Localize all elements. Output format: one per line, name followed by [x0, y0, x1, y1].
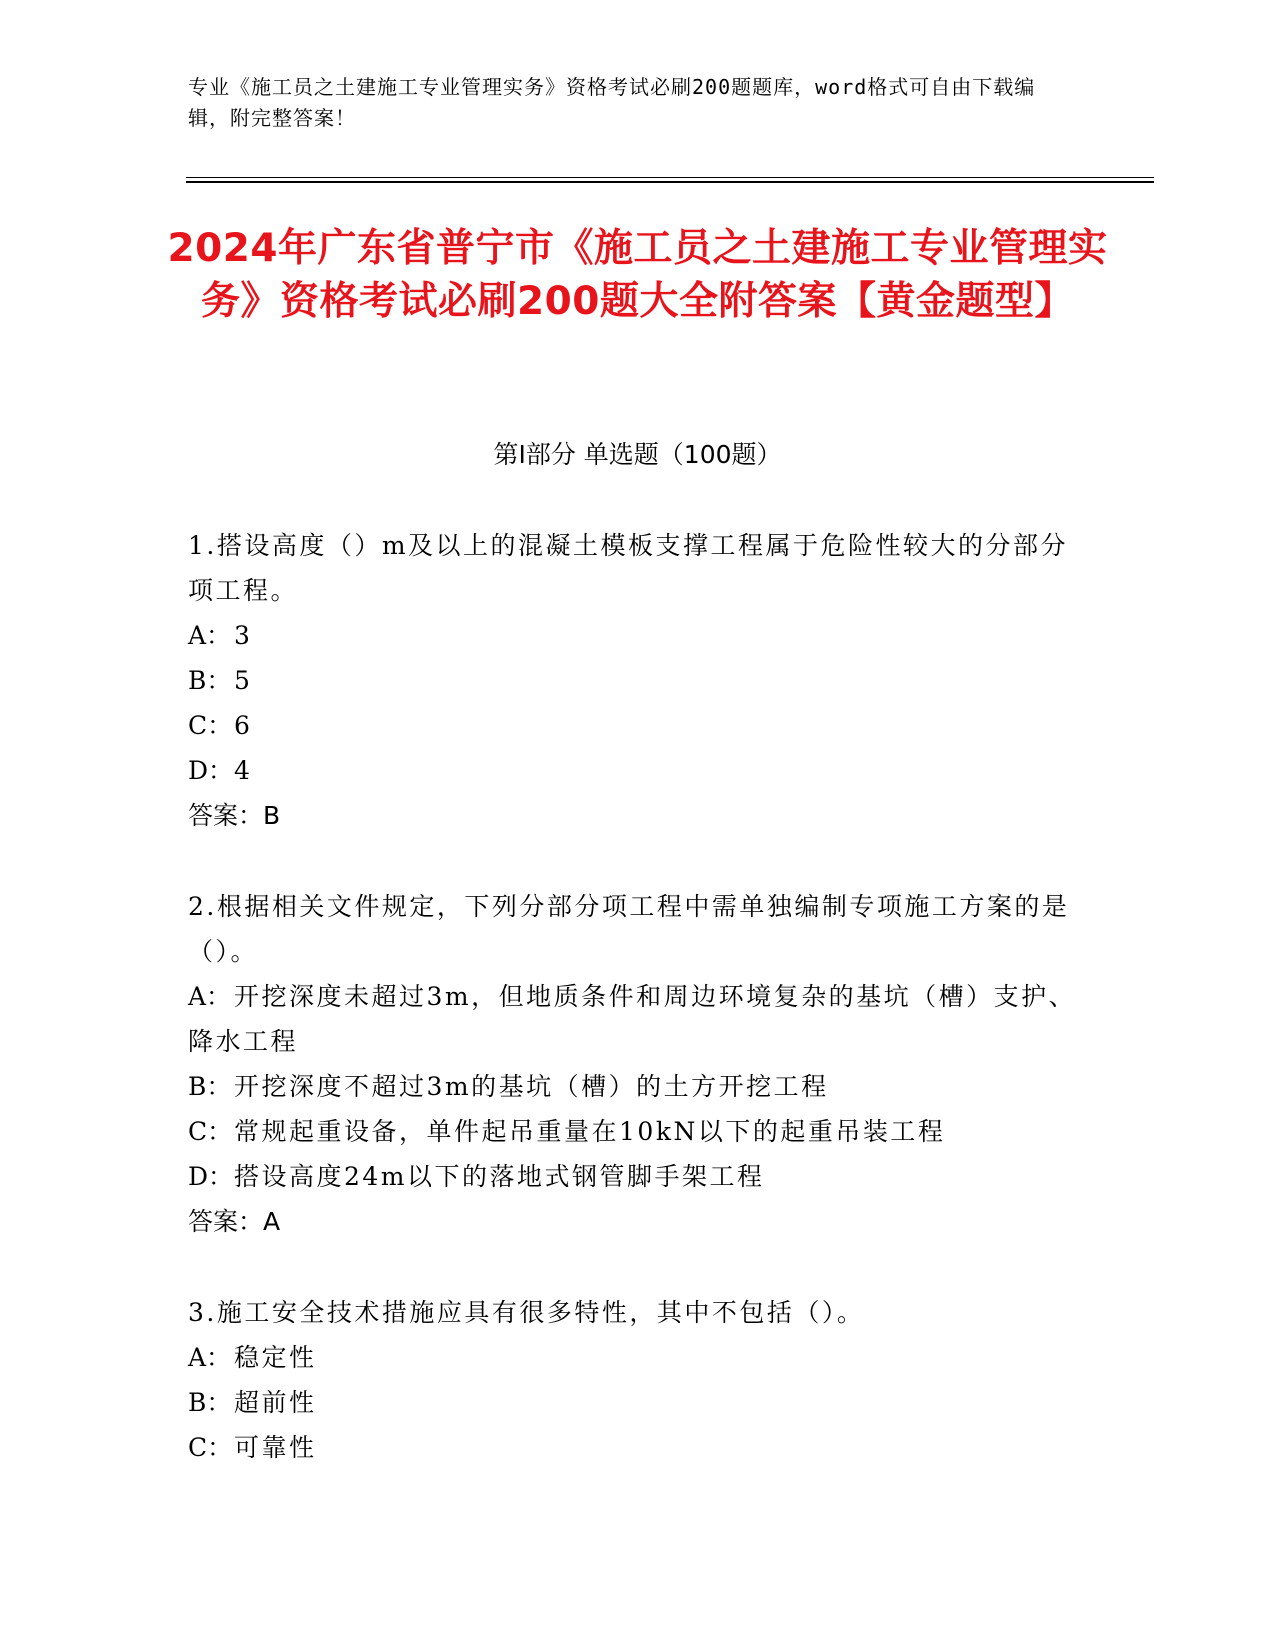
option-letter: A：	[188, 621, 232, 650]
option-letter: C：	[188, 711, 233, 740]
document-title: 2024年广东省普宁市《施工员之土建施工专业管理实务》资格考试必刷200题大全附答案【黄金题型】	[167, 226, 1108, 324]
option-letter: D：	[188, 756, 234, 785]
header-note: 专业《施工员之土建施工专业管理实务》资格考试必刷200题题库，word格式可自由下载编辑，附完整答案！	[188, 75, 1036, 130]
option-a	[188, 613, 1088, 658]
option-text: 开挖深度未超过3m，但地质条件和周边环境复杂的基坑（槽）支护、降水工程	[188, 982, 1077, 1056]
answer-line: 答案：A	[188, 1207, 281, 1236]
option-text: 5	[234, 666, 253, 695]
option-text: 超前性	[234, 1388, 317, 1417]
option-b	[188, 658, 1088, 703]
answer-line: 答案：B	[188, 801, 281, 830]
option-letter: C：	[188, 1117, 233, 1146]
option-letter: B：	[188, 1072, 232, 1101]
option-text: 常规起重设备，单件起吊重量在10kN以下的起重吊装工程	[234, 1117, 946, 1146]
option-letter: D：	[188, 1162, 234, 1191]
question-list	[188, 523, 1088, 1516]
option-letter: A：	[188, 1343, 232, 1372]
option-b	[188, 1064, 1088, 1109]
option-c	[188, 703, 1088, 748]
question-1	[188, 523, 1088, 838]
option-text: 稳定性	[234, 1343, 317, 1372]
option-text: 3	[234, 621, 253, 650]
option-c	[188, 1109, 1088, 1154]
option-letter: A：	[188, 982, 232, 1011]
option-text: 搭设高度24m以下的落地式钢管脚手架工程	[234, 1162, 765, 1191]
option-d	[188, 1154, 1088, 1199]
question-text: 2.根据相关文件规定，下列分部分项工程中需单独编制专项施工方案的是（）。	[188, 892, 1070, 966]
option-c	[188, 1425, 1088, 1470]
option-letter: B：	[188, 666, 232, 695]
question-2	[188, 884, 1088, 1244]
option-letter: B：	[188, 1388, 232, 1417]
option-text: 6	[234, 711, 253, 740]
option-text: 4	[234, 756, 253, 785]
header-divider-thick	[186, 181, 1154, 183]
option-text: 可靠性	[234, 1433, 317, 1462]
header-divider-thin	[186, 177, 1154, 178]
question-text: 3.施工安全技术措施应具有很多特性，其中不包括（）。	[188, 1298, 865, 1327]
question-3	[188, 1290, 1088, 1470]
section-title: 第I部分 单选题（100题）	[493, 440, 782, 469]
question-text: 1.搭设高度（）m及以上的混凝土模板支撑工程属于危险性较大的分部分项工程。	[188, 531, 1069, 605]
option-text: 开挖深度不超过3m的基坑（槽）的土方开挖工程	[234, 1072, 829, 1101]
option-b	[188, 1380, 1088, 1425]
option-letter: C：	[188, 1433, 233, 1462]
option-d	[188, 748, 1088, 793]
option-a	[188, 974, 1088, 1064]
option-a	[188, 1335, 1088, 1380]
